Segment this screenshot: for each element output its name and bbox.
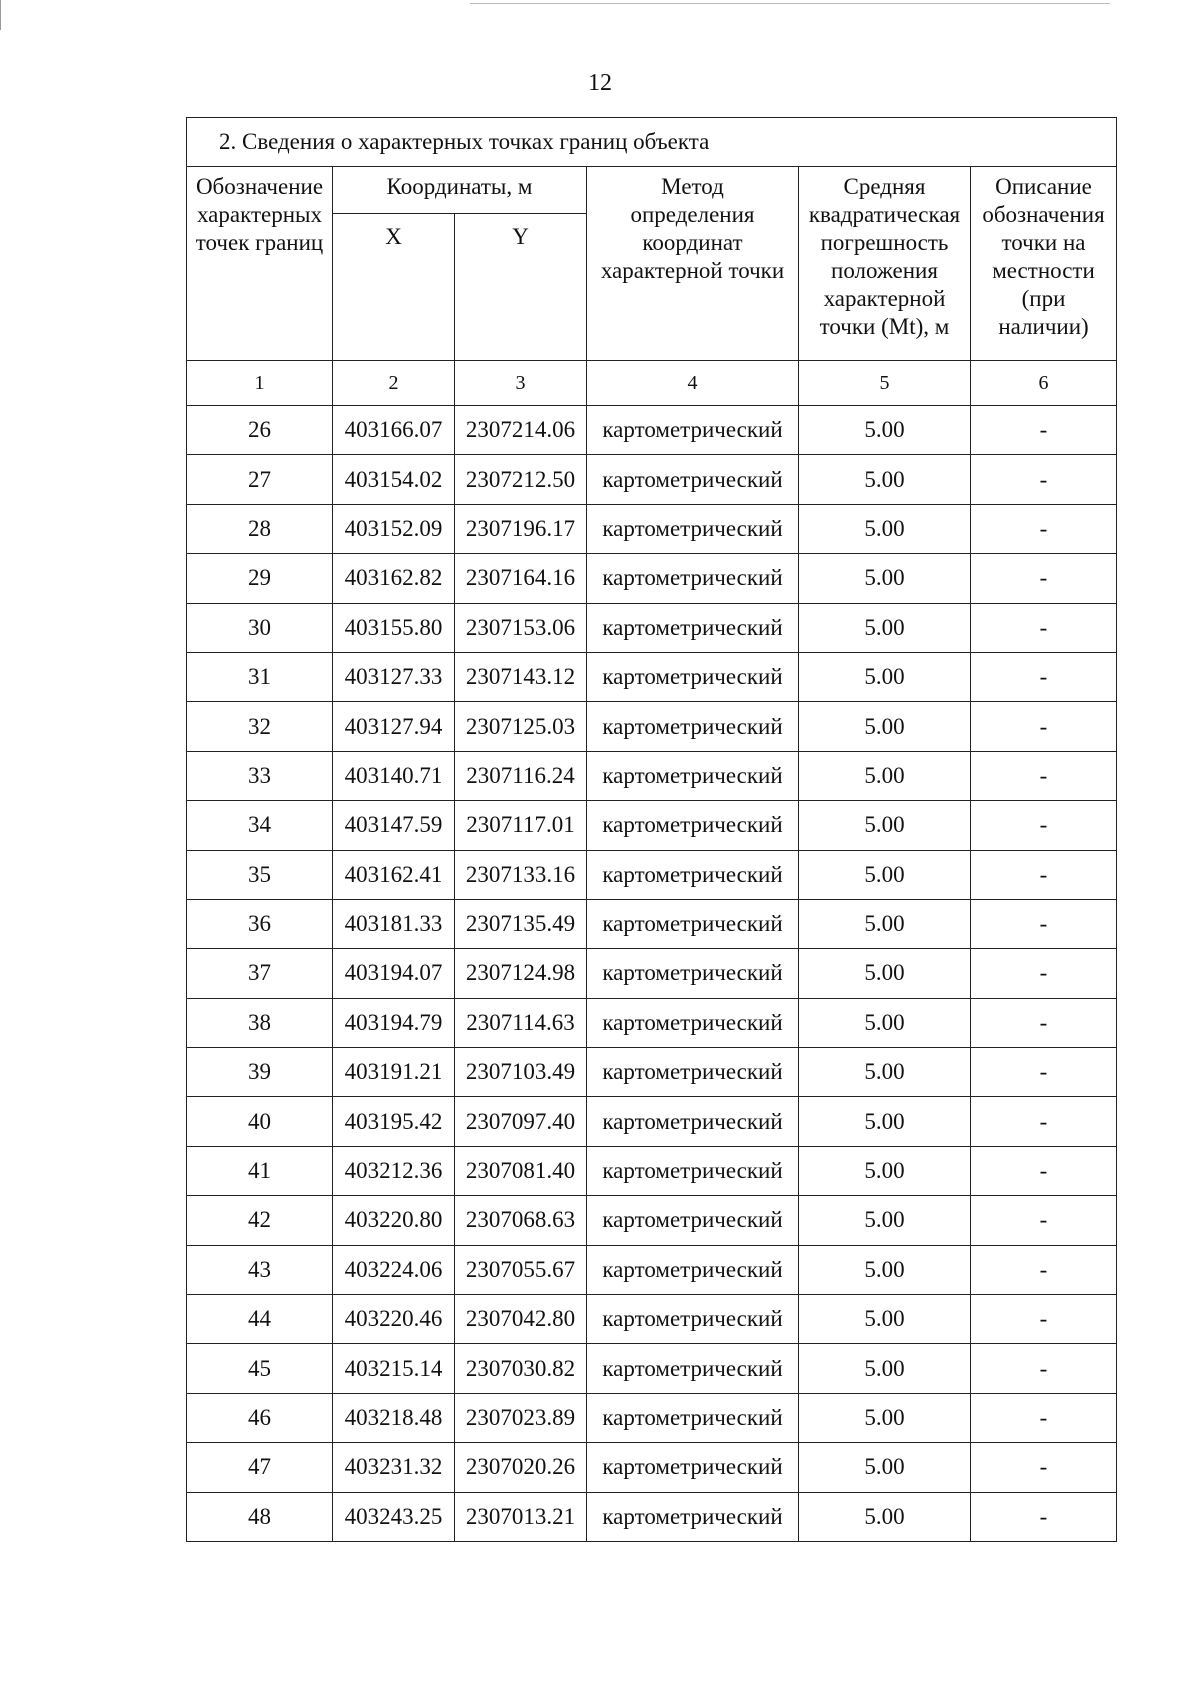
table-caption-row [187, 118, 1117, 167]
x-coordinate-cell: 403243.25 [333, 1492, 455, 1541]
y-coordinate-cell: 2307153.06 [455, 603, 587, 652]
y-coordinate-cell: 2307097.40 [455, 1097, 587, 1146]
error-cell: 5.00 [799, 1196, 971, 1245]
column-number: 5 [799, 361, 971, 406]
table-row [187, 1344, 1117, 1393]
error-cell: 5.00 [799, 1048, 971, 1097]
y-coordinate-cell: 2307196.17 [455, 504, 587, 553]
point-id-cell: 31 [187, 652, 333, 701]
error-cell: 5.00 [799, 998, 971, 1047]
point-id-cell: 39 [187, 1048, 333, 1097]
method-cell: картометрический [587, 504, 799, 553]
description-cell: - [971, 1048, 1117, 1097]
column-number: 2 [333, 361, 455, 406]
error-cell: 5.00 [799, 406, 971, 455]
method-cell: картометрический [587, 850, 799, 899]
x-coordinate-cell: 403152.09 [333, 504, 455, 553]
error-cell: 5.00 [799, 850, 971, 899]
error-cell: 5.00 [799, 1443, 971, 1492]
error-cell: 5.00 [799, 801, 971, 850]
point-id-cell: 44 [187, 1295, 333, 1344]
method-cell: картометрический [587, 801, 799, 850]
x-coordinate-cell: 403220.46 [333, 1295, 455, 1344]
method-cell: картометрический [587, 1245, 799, 1294]
y-coordinate-cell: 2307030.82 [455, 1344, 587, 1393]
description-cell: - [971, 652, 1117, 701]
error-cell: 5.00 [799, 1146, 971, 1195]
y-coordinate-cell: 2307164.16 [455, 554, 587, 603]
y-coordinate-cell: 2307125.03 [455, 702, 587, 751]
table-row [187, 455, 1117, 504]
header-error: Средняя квадратическая погрешность положения характерной точки (Mt), м [799, 167, 971, 361]
error-cell: 5.00 [799, 603, 971, 652]
x-coordinate-cell: 403195.42 [333, 1097, 455, 1146]
table-row [187, 1492, 1117, 1541]
error-cell: 5.00 [799, 1295, 971, 1344]
error-cell: 5.00 [799, 652, 971, 701]
description-cell: - [971, 1245, 1117, 1294]
point-id-cell: 33 [187, 751, 333, 800]
x-coordinate-cell: 403191.21 [333, 1048, 455, 1097]
x-coordinate-cell: 403181.33 [333, 899, 455, 948]
method-cell: картометрический [587, 949, 799, 998]
point-id-cell: 32 [187, 702, 333, 751]
point-id-cell: 28 [187, 504, 333, 553]
description-cell: - [971, 899, 1117, 948]
error-cell: 5.00 [799, 949, 971, 998]
x-coordinate-cell: 403194.07 [333, 949, 455, 998]
method-cell: картометрический [587, 998, 799, 1047]
x-coordinate-cell: 403166.07 [333, 406, 455, 455]
y-coordinate-cell: 2307020.26 [455, 1443, 587, 1492]
table-row [187, 899, 1117, 948]
y-coordinate-cell: 2307214.06 [455, 406, 587, 455]
table-row [187, 1393, 1117, 1442]
table-row [187, 850, 1117, 899]
method-cell: картометрический [587, 455, 799, 504]
method-cell: картометрический [587, 1344, 799, 1393]
table-row [187, 1245, 1117, 1294]
header-x: X [333, 214, 455, 361]
section-title: 2. Сведения о характерных точках границ объекта [187, 118, 1117, 167]
error-cell: 5.00 [799, 899, 971, 948]
method-cell: картометрический [587, 1443, 799, 1492]
table-row [187, 603, 1117, 652]
description-cell: - [971, 1492, 1117, 1541]
y-coordinate-cell: 2307023.89 [455, 1393, 587, 1442]
point-id-cell: 26 [187, 406, 333, 455]
point-id-cell: 40 [187, 1097, 333, 1146]
description-cell: - [971, 801, 1117, 850]
point-id-cell: 34 [187, 801, 333, 850]
description-cell: - [971, 1097, 1117, 1146]
scan-edge-mark [0, 0, 1, 30]
point-id-cell: 36 [187, 899, 333, 948]
page-number: 12 [588, 70, 612, 96]
table-row [187, 1443, 1117, 1492]
column-number: 6 [971, 361, 1117, 406]
boundary-points-table [186, 117, 1117, 1542]
x-coordinate-cell: 403154.02 [333, 455, 455, 504]
y-coordinate-cell: 2307103.49 [455, 1048, 587, 1097]
table-row [187, 1048, 1117, 1097]
x-coordinate-cell: 403231.32 [333, 1443, 455, 1492]
y-coordinate-cell: 2307042.80 [455, 1295, 587, 1344]
error-cell: 5.00 [799, 504, 971, 553]
description-cell: - [971, 554, 1117, 603]
error-cell: 5.00 [799, 1393, 971, 1442]
error-cell: 5.00 [799, 1492, 971, 1541]
description-cell: - [971, 406, 1117, 455]
method-cell: картометрический [587, 1393, 799, 1442]
table-row [187, 949, 1117, 998]
table-row [187, 1097, 1117, 1146]
y-coordinate-cell: 2307143.12 [455, 652, 587, 701]
x-coordinate-cell: 403212.36 [333, 1146, 455, 1195]
y-coordinate-cell: 2307212.50 [455, 455, 587, 504]
table-row [187, 1295, 1117, 1344]
method-cell: картометрический [587, 603, 799, 652]
description-cell: - [971, 1146, 1117, 1195]
x-coordinate-cell: 403220.80 [333, 1196, 455, 1245]
description-cell: - [971, 1443, 1117, 1492]
header-point-designation: Обозначение характерных точек границ [187, 167, 333, 361]
table-row [187, 702, 1117, 751]
error-cell: 5.00 [799, 702, 971, 751]
description-cell: - [971, 751, 1117, 800]
x-coordinate-cell: 403147.59 [333, 801, 455, 850]
description-cell: - [971, 1295, 1117, 1344]
y-coordinate-cell: 2307124.98 [455, 949, 587, 998]
error-cell: 5.00 [799, 751, 971, 800]
point-id-cell: 47 [187, 1443, 333, 1492]
y-coordinate-cell: 2307055.67 [455, 1245, 587, 1294]
method-cell: картометрический [587, 554, 799, 603]
method-cell: картометрический [587, 1196, 799, 1245]
point-id-cell: 38 [187, 998, 333, 1047]
error-cell: 5.00 [799, 1344, 971, 1393]
table-row [187, 652, 1117, 701]
method-cell: картометрический [587, 1097, 799, 1146]
header-method: Метод определения координат характерной точки [587, 167, 799, 361]
y-coordinate-cell: 2307114.63 [455, 998, 587, 1047]
table-row [187, 751, 1117, 800]
point-id-cell: 48 [187, 1492, 333, 1541]
x-coordinate-cell: 403127.33 [333, 652, 455, 701]
point-id-cell: 27 [187, 455, 333, 504]
description-cell: - [971, 850, 1117, 899]
description-cell: - [971, 702, 1117, 751]
x-coordinate-cell: 403215.14 [333, 1344, 455, 1393]
column-numbers-row [187, 361, 1117, 406]
error-cell: 5.00 [799, 455, 971, 504]
description-cell: - [971, 1393, 1117, 1442]
table-row [187, 1146, 1117, 1195]
point-id-cell: 35 [187, 850, 333, 899]
method-cell: картометрический [587, 1146, 799, 1195]
error-cell: 5.00 [799, 1245, 971, 1294]
point-id-cell: 30 [187, 603, 333, 652]
method-cell: картометрический [587, 899, 799, 948]
error-cell: 5.00 [799, 554, 971, 603]
x-coordinate-cell: 403218.48 [333, 1393, 455, 1442]
description-cell: - [971, 949, 1117, 998]
point-id-cell: 43 [187, 1245, 333, 1294]
table-row [187, 504, 1117, 553]
description-cell: - [971, 504, 1117, 553]
column-number: 4 [587, 361, 799, 406]
description-cell: - [971, 1344, 1117, 1393]
y-coordinate-cell: 2307013.21 [455, 1492, 587, 1541]
header-y: Y [455, 214, 587, 361]
description-cell: - [971, 455, 1117, 504]
description-cell: - [971, 603, 1117, 652]
y-coordinate-cell: 2307116.24 [455, 751, 587, 800]
method-cell: картометрический [587, 1492, 799, 1541]
description-cell: - [971, 1196, 1117, 1245]
x-coordinate-cell: 403127.94 [333, 702, 455, 751]
x-coordinate-cell: 403155.80 [333, 603, 455, 652]
y-coordinate-cell: 2307081.40 [455, 1146, 587, 1195]
scan-edge-line [470, 3, 1110, 4]
point-id-cell: 29 [187, 554, 333, 603]
method-cell: картометрический [587, 751, 799, 800]
header-coordinates: Координаты, м [333, 167, 587, 214]
x-coordinate-cell: 403194.79 [333, 998, 455, 1047]
point-id-cell: 46 [187, 1393, 333, 1442]
method-cell: картометрический [587, 406, 799, 455]
y-coordinate-cell: 2307117.01 [455, 801, 587, 850]
header-row [187, 167, 1117, 214]
y-coordinate-cell: 2307068.63 [455, 1196, 587, 1245]
method-cell: картометрический [587, 702, 799, 751]
x-coordinate-cell: 403162.41 [333, 850, 455, 899]
table-row [187, 1196, 1117, 1245]
table-row [187, 801, 1117, 850]
table-row [187, 406, 1117, 455]
x-coordinate-cell: 403162.82 [333, 554, 455, 603]
error-cell: 5.00 [799, 1097, 971, 1146]
description-cell: - [971, 998, 1117, 1047]
x-coordinate-cell: 403140.71 [333, 751, 455, 800]
point-id-cell: 45 [187, 1344, 333, 1393]
method-cell: картометрический [587, 1048, 799, 1097]
column-number: 1 [187, 361, 333, 406]
table-row [187, 998, 1117, 1047]
header-description: Описание обозначения точки на местности (при наличии) [971, 167, 1117, 361]
table-row [187, 554, 1117, 603]
column-number: 3 [455, 361, 587, 406]
point-id-cell: 42 [187, 1196, 333, 1245]
y-coordinate-cell: 2307133.16 [455, 850, 587, 899]
y-coordinate-cell: 2307135.49 [455, 899, 587, 948]
method-cell: картометрический [587, 652, 799, 701]
method-cell: картометрический [587, 1295, 799, 1344]
point-id-cell: 37 [187, 949, 333, 998]
x-coordinate-cell: 403224.06 [333, 1245, 455, 1294]
point-id-cell: 41 [187, 1146, 333, 1195]
